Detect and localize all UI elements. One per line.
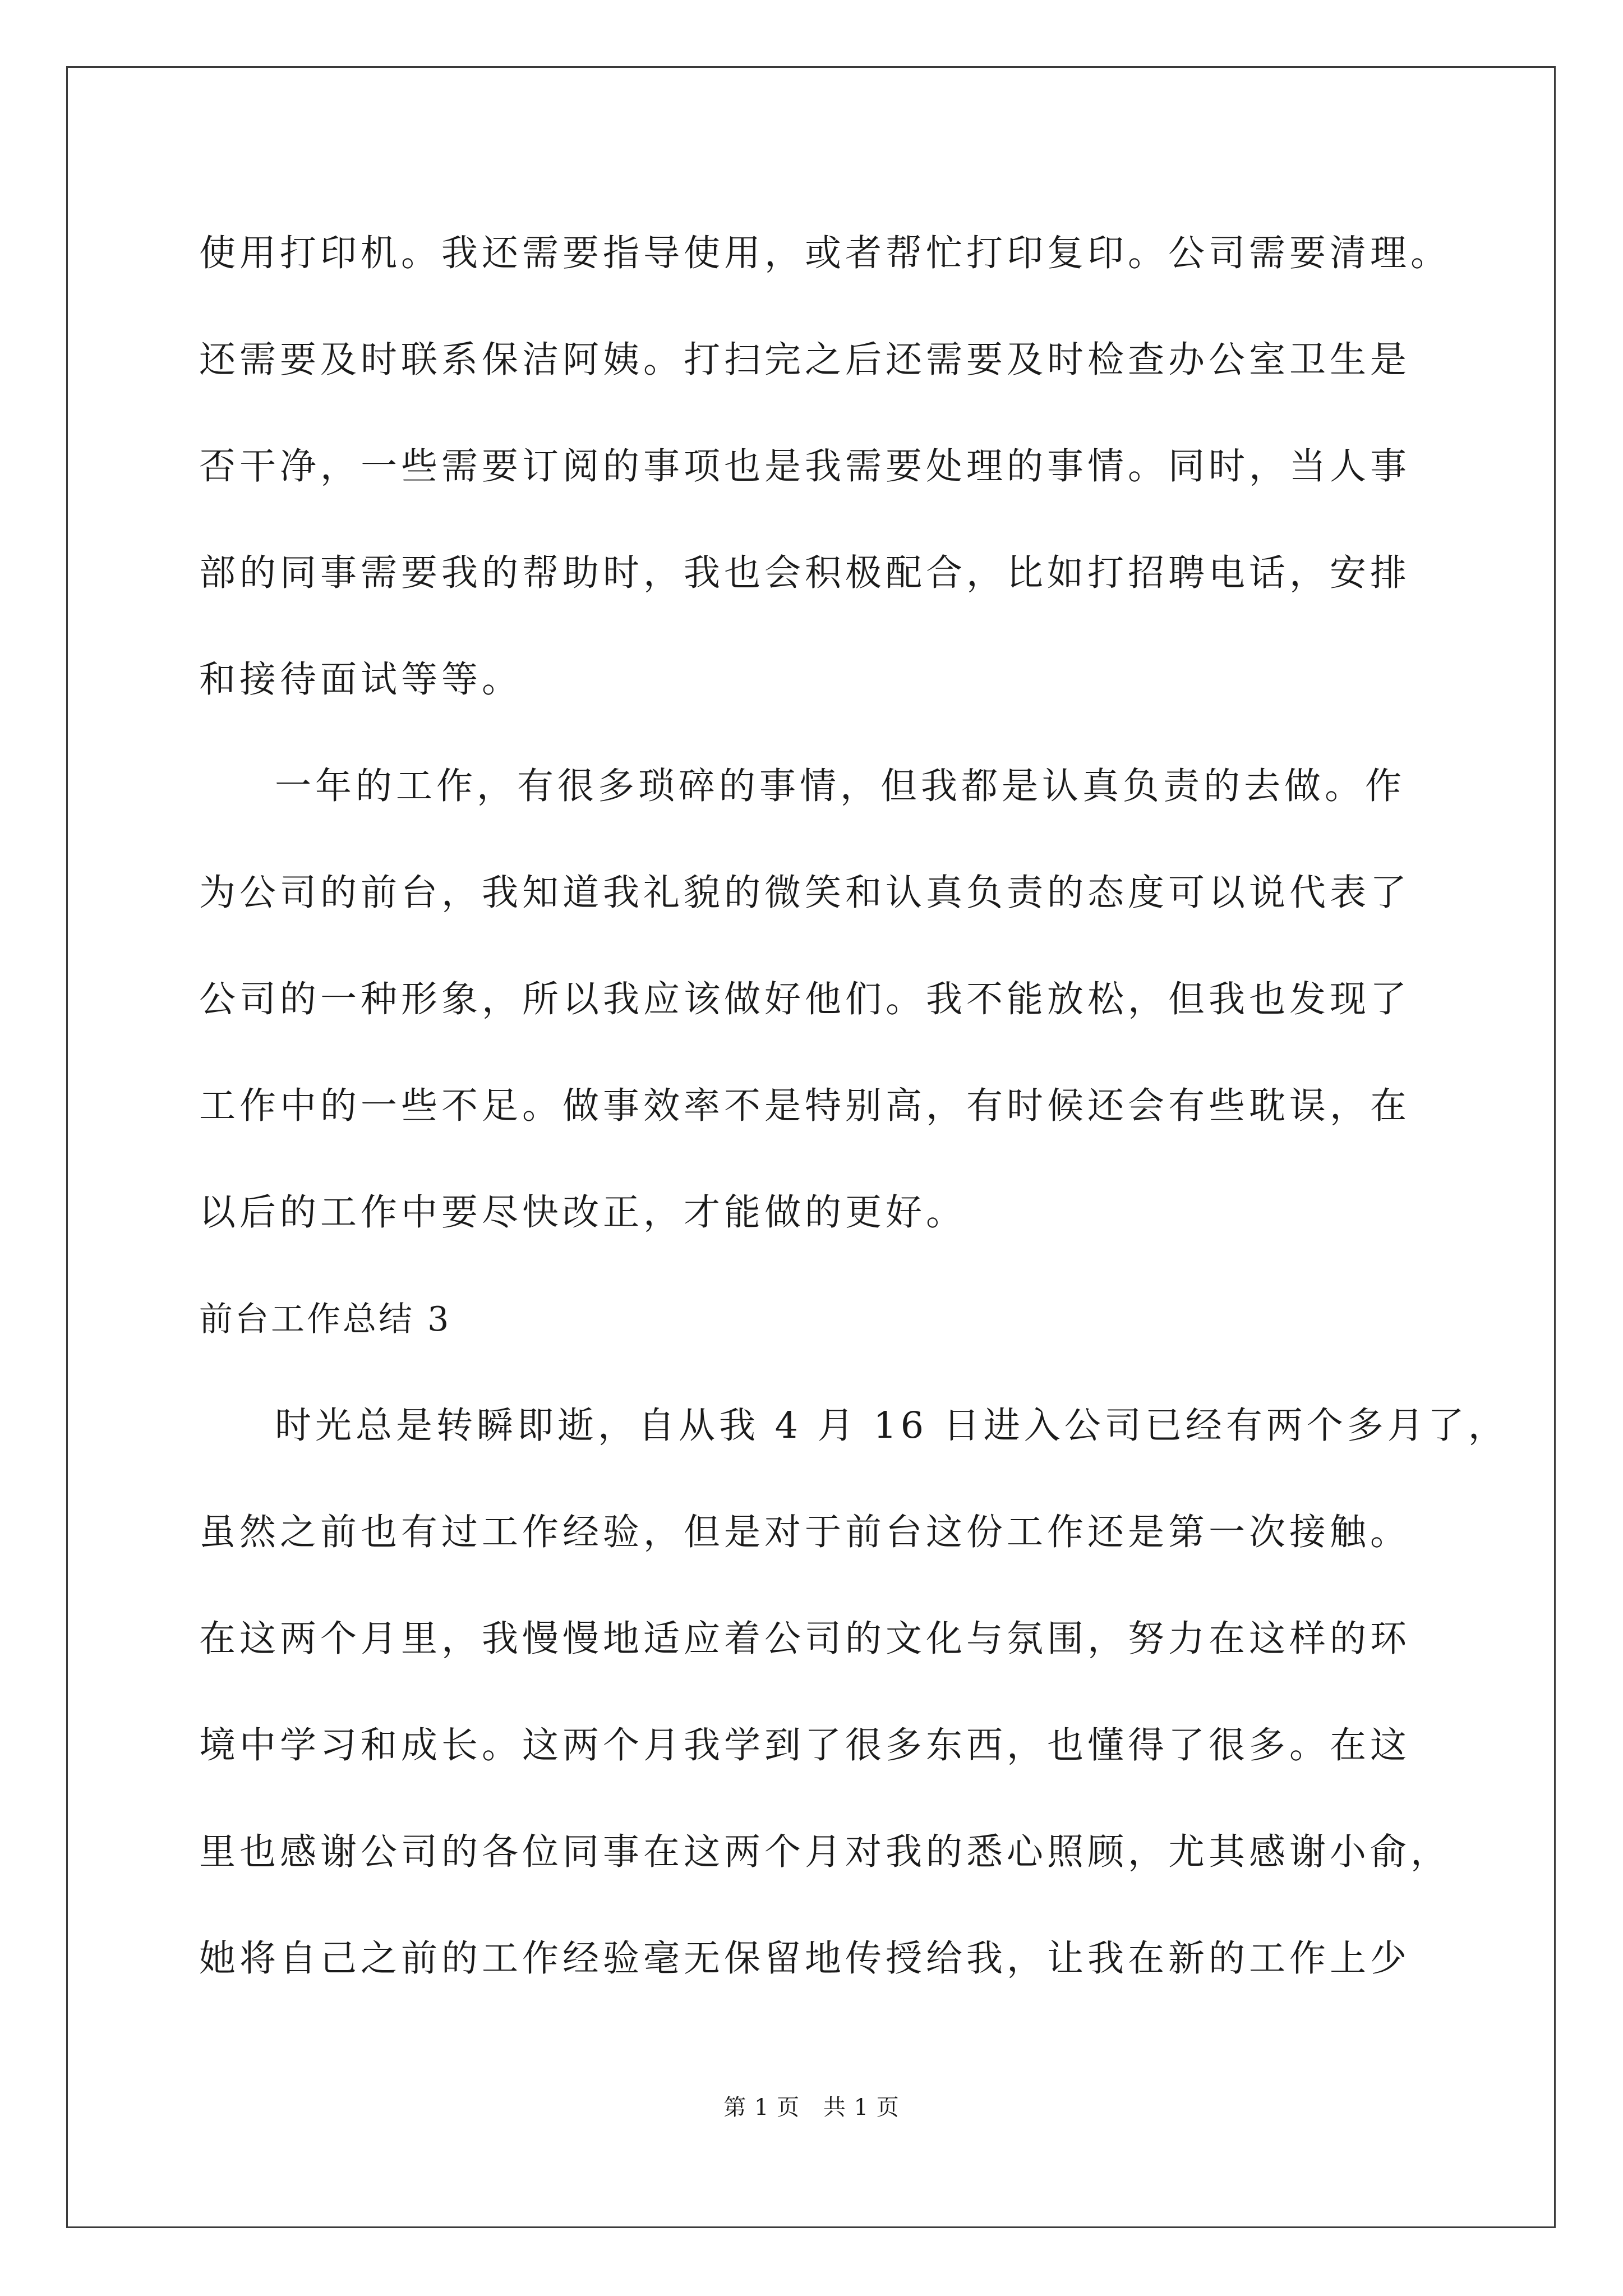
body-line: 在这两个月里，我慢慢地适应着公司的文化与氛围，努力在这样的环 — [199, 1618, 1411, 1660]
page-number: 第 1 页 — [723, 2095, 800, 2120]
body-line: 为公司的前台，我知道我礼貌的微笑和认真负责的态度可以说代表了 — [199, 872, 1411, 914]
page-total: 共 1 页 — [823, 2095, 900, 2120]
body-line: 公司的一种形象，所以我应该做好他们。我不能放松，但我也发现了 — [199, 978, 1411, 1020]
body-line: 里也感谢公司的各位同事在这两个月对我的悉心照顾，尤其感谢小俞， — [199, 1831, 1451, 1873]
body-line: 虽然之前也有过工作经验，但是对于前台这份工作还是第一次接触。 — [199, 1511, 1411, 1553]
page-footer — [0, 2093, 1623, 2122]
body-line: 境中学习和成长。这两个月我学到了很多东西，也懂得了很多。在这 — [199, 1724, 1411, 1766]
body-line: 工作中的一些不足。做事效率不是特别高，有时候还会有些耽误，在 — [199, 1085, 1411, 1127]
body-line: 还需要及时联系保洁阿姨。打扫完之后还需要及时检查办公室卫生是 — [199, 339, 1411, 381]
body-line: 否干净，一些需要订阅的事项也是我需要处理的事情。同时，当人事 — [199, 445, 1411, 487]
paragraph-start-line: 时光总是转瞬即逝，自从我 4 月 16 日进入公司已经有两个多月了， — [275, 1405, 1509, 1447]
body-line: 部的同事需要我的帮助时，我也会积极配合，比如打招聘电话，安排 — [199, 552, 1411, 594]
section-heading: 前台工作总结 3 — [199, 1300, 451, 1339]
body-line: 使用打印机。我还需要指导使用，或者帮忙打印复印。公司需要清理。 — [199, 232, 1451, 274]
body-line: 她将自己之前的工作经验毫无保留地传授给我，让我在新的工作上少 — [199, 1938, 1411, 1980]
paragraph-start-line: 一年的工作，有很多琐碎的事情，但我都是认真负责的去做。作 — [275, 765, 1406, 807]
page-frame — [66, 66, 1556, 2228]
body-line: 以后的工作中要尽快改正，才能做的更好。 — [199, 1191, 967, 1234]
body-line: 和接待面试等等。 — [199, 659, 523, 701]
